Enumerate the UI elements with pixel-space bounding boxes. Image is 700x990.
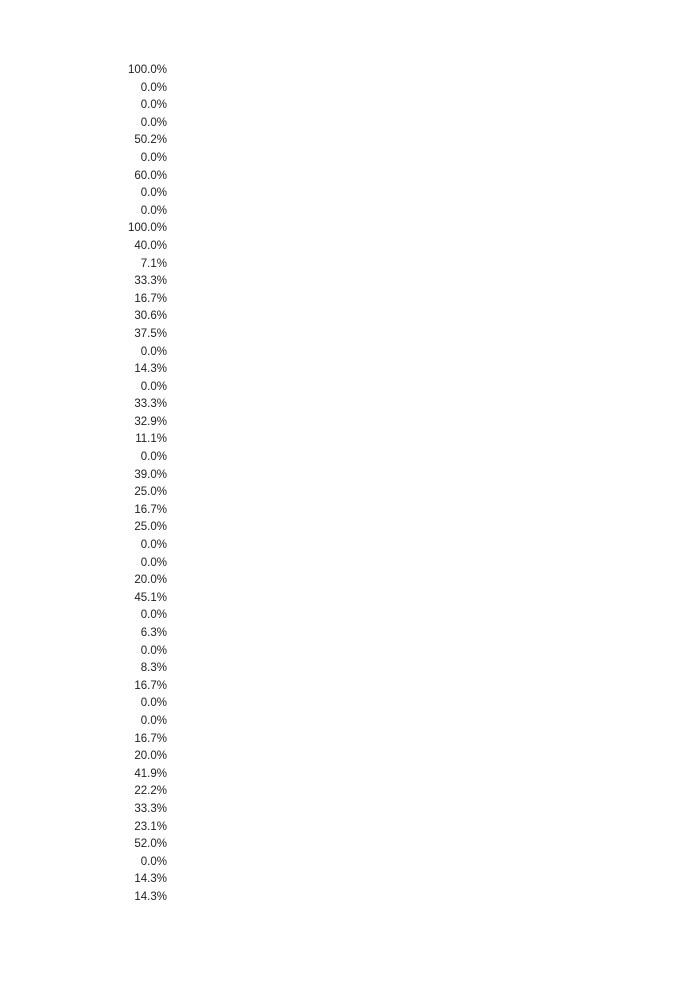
- percentage-value: 0.0%: [140, 345, 167, 358]
- percentage-value: 32.9%: [134, 415, 167, 428]
- percentage-value: 14.3%: [134, 363, 167, 376]
- percentage-value: 100.0%: [127, 64, 167, 76]
- percentage-value: 0.0%: [140, 204, 167, 217]
- percentage-value: 11.1%: [135, 433, 167, 446]
- percentage-value: 0.0%: [140, 644, 167, 657]
- percentage-value: 14.3%: [134, 873, 167, 886]
- percentage-value: 45.1%: [134, 591, 167, 604]
- percentage-value: 30.6%: [134, 310, 167, 323]
- percentage-value: 52.0%: [134, 838, 167, 851]
- percentage-value: 40.0%: [134, 239, 167, 252]
- percentage-value: 0.0%: [140, 151, 167, 164]
- percentage-value: 16.7%: [134, 292, 167, 305]
- percentage-value: 0.0%: [140, 539, 167, 552]
- percentage-value: 0.0%: [140, 99, 167, 112]
- percentage-value: 0.0%: [140, 697, 167, 710]
- percentage-value: 25.0%: [134, 486, 167, 499]
- percentage-value: 33.3%: [134, 802, 167, 815]
- percentage-value: 0.0%: [140, 380, 167, 393]
- percentage-value: 16.7%: [134, 732, 167, 745]
- percentage-value: 50.2%: [134, 134, 167, 147]
- percentage-value: 0.0%: [140, 855, 167, 868]
- percentage-value: 0.0%: [140, 556, 167, 569]
- percentage-value: 23.1%: [134, 820, 167, 833]
- percentage-value: 0.0%: [140, 81, 167, 94]
- percentage-value: 41.9%: [134, 767, 167, 780]
- percentage-value: 0.0%: [140, 116, 167, 129]
- percentage-value: 100.0%: [127, 222, 167, 235]
- percentage-value: 0.0%: [140, 609, 167, 622]
- percentage-value: 0.0%: [140, 714, 167, 727]
- percentage-value: 6.3%: [140, 627, 167, 639]
- percentage-value: 0.0%: [140, 451, 167, 464]
- percentage-value: 16.7%: [134, 503, 167, 516]
- percentage-value: 14.3%: [134, 890, 167, 903]
- percentage-value: 16.7%: [134, 679, 167, 692]
- percentage-value: 37.5%: [134, 327, 167, 340]
- percentage-value: 39.0%: [134, 468, 167, 481]
- percentage-value: 22.2%: [134, 785, 167, 798]
- percentage-value: 20.0%: [134, 574, 167, 587]
- percentage-value: 25.0%: [134, 521, 167, 534]
- percentage-value: 7.1%: [140, 257, 167, 270]
- percentage-value: 33.3%: [134, 398, 167, 411]
- percentage-value: 20.0%: [134, 750, 167, 763]
- percentage-value: 8.3%: [140, 662, 167, 675]
- percentage-value: 60.0%: [134, 169, 167, 182]
- percentage-value: 0.0%: [140, 187, 167, 200]
- percentage-values-column: [0, 62, 167, 907]
- percentage-value: 33.3%: [134, 275, 167, 288]
